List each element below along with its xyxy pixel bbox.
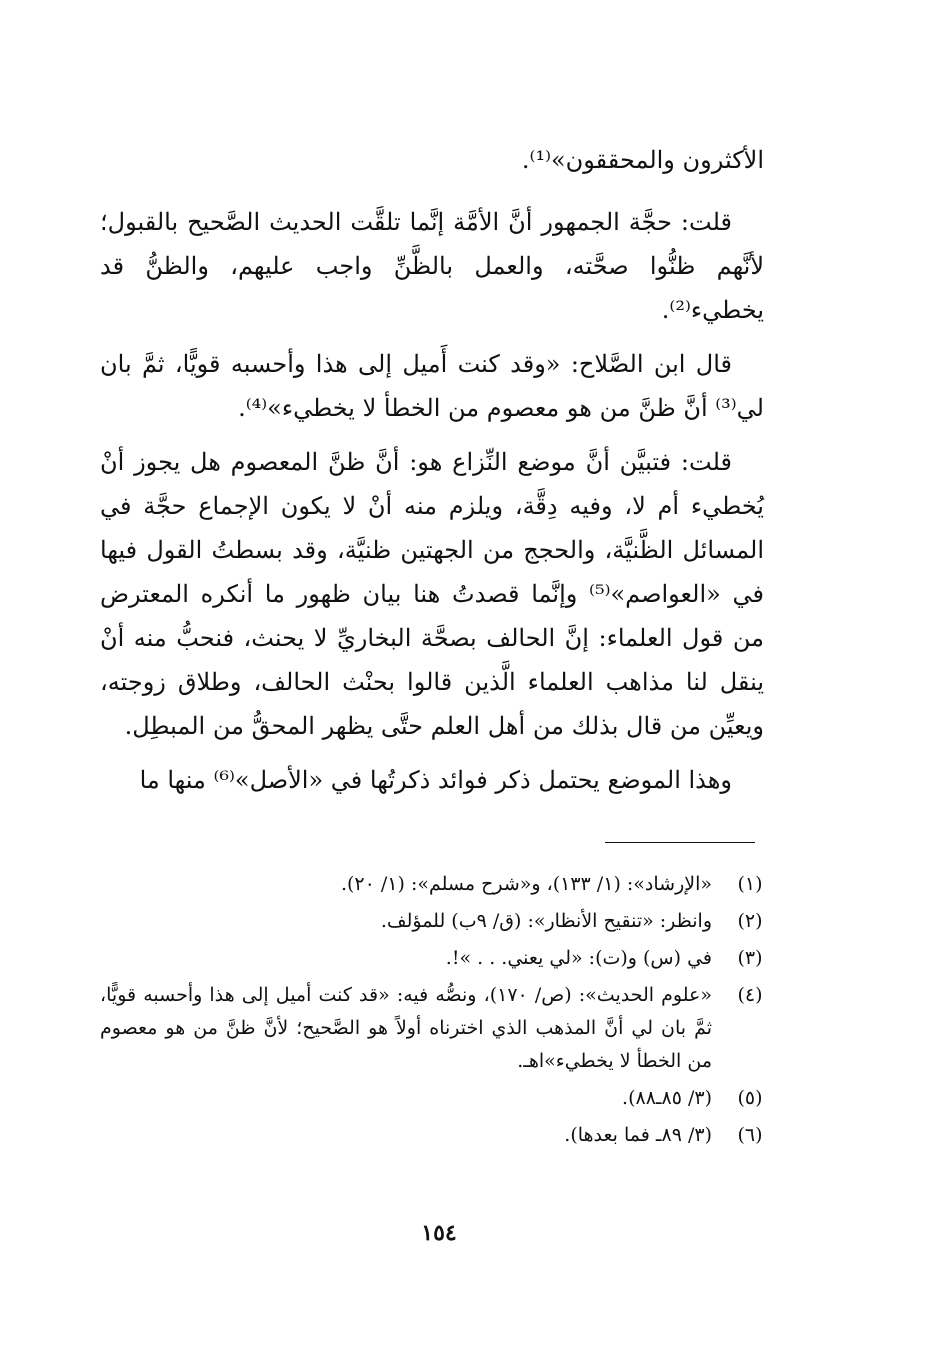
footnote-text: «الإرشاد»: (١/ ١٣٣)، و«شرح مسلم»: (١/ ٢٠). [340,873,712,895]
footnote-number: (٦) [737,1124,763,1146]
footnote-text: وانظر: «تنقيح الأنظار»: (ق/ ٩ب) للمؤلف. [380,910,712,932]
footnote-4 [100,979,770,1078]
paragraph-5: وهذا الموضع يحتمل ذكر فوائد ذكرتُها في «الأصل»⁽⁶⁾ منها ما [139,766,732,794]
footnote-number: (٥) [737,1087,763,1109]
footnote-3 [100,942,770,975]
footnote-6 [100,1119,770,1152]
footnote-number: (٤) [737,984,763,1006]
page-number: ١٥٤ [421,1220,457,1246]
footnote-2 [100,905,770,938]
paragraph-4: قلت: فتبيَّن أنَّ موضع النِّزاع هو: أنَّ ظنَّ المعصوم هل يجوز أنْ يُخطيء أم لا، وفيه دِقَّة، ويلزم منه أنْ لا يكون الإجماع حجَّة في المسائل الظَّنيَّة، والحجج من الجهتين ظنيَّة، وقد بسطتُ القول فيها في «العواصم»⁽⁵⁾ وإنَّما قصدتُ هنا بيان ظهور ما أنكره المعترض من قول العلماء: إنَّ الحالف بصحَّة البخاريِّ لا يحنث، فنحبُّ منه أنْ ينقل لنا مذاهب العلماء الَّذين قالوا بحنْث الحالف، وطلاق زوجته، ويعيِّن من قال بذلك من أهل العلم حتَّى يظهر المحقُّ من المبطِل. [100,448,764,740]
main-text [100,138,764,812]
paragraph-1: الأكثرون والمحققون»⁽¹⁾. [521,146,764,174]
footnote-divider [605,842,755,843]
footnote-text: «علوم الحديث»: (ص/ ١٧٠)، ونصُّه فيه: «قد كنت أميل إلى هذا وأحسبه قويًّا، ثمَّ بان لي أنَّ المذهب الذي اخترناه أولاً هو الصَّحيح؛ لأنَّ ظنَّ من هو معصوم من الخطأ لا يخطيء»اهـ. [100,984,712,1072]
footnote-text: (٣/ ٨٩ـ فما بعدها). [564,1124,712,1146]
footnote-text: في (س) و(ت): «لي يعني. . . »!. [445,947,712,969]
footnote-number: (٢) [737,910,763,932]
footnote-number: (٣) [737,947,763,969]
footnotes [100,868,770,1156]
paragraph-3: قال ابن الصَّلاح: «وقد كنت أَميل إلى هذا وأحسبه قويًّا، ثمَّ بان لي⁽³⁾ أنَّ ظنَّ من هو معصوم من الخطأ لا يخطيء»⁽⁴⁾. [100,350,764,422]
footnote-5 [100,1082,770,1115]
paragraph-2: قلت: حجَّة الجمهور أنَّ الأمَّة إنَّما تلقَّت الحديث الصَّحيح بالقبول؛ لأنَّهم ظنُّوا صحَّته، والعمل بالظَّنِّ واجب عليهم، والظنُّ قد يخطيء⁽²⁾. [100,208,764,324]
footnote-number: (١) [737,873,763,895]
footnote-1 [100,868,770,901]
footnote-text: (٣/ ٨٥ـ٨٨). [622,1087,712,1109]
